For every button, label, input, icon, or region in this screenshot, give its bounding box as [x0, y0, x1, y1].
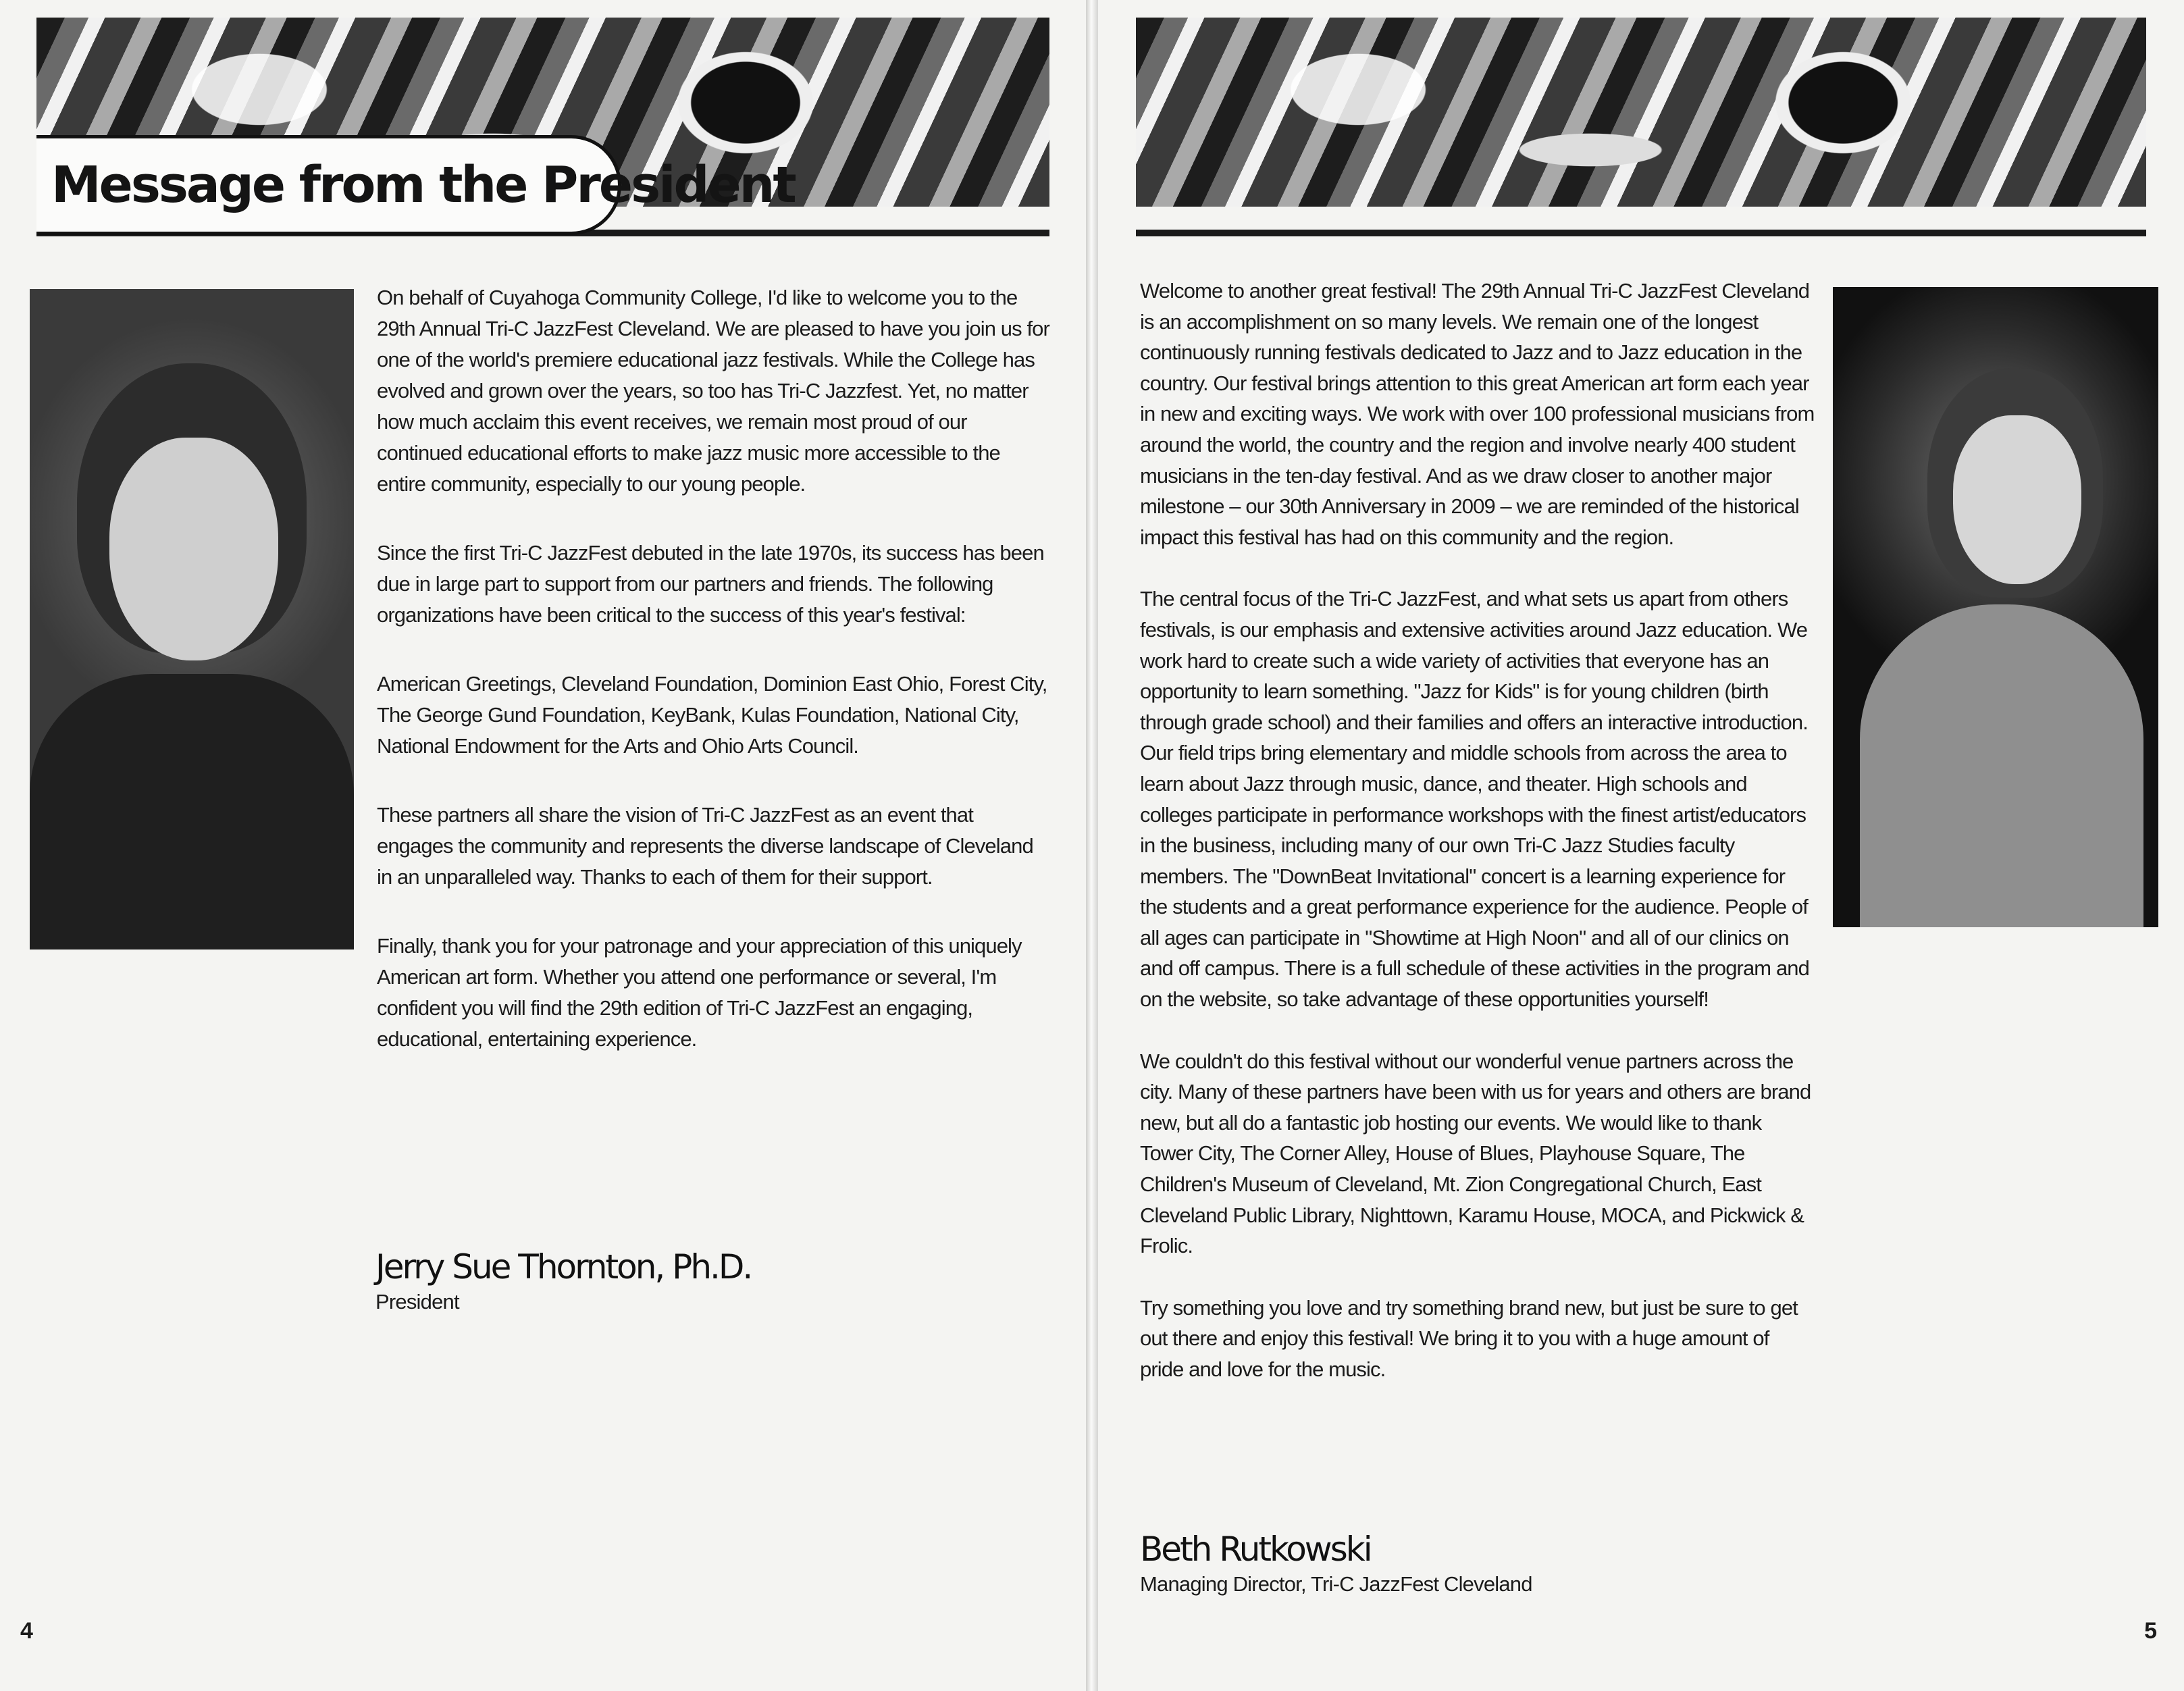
page-title: Message from the President: [51, 156, 795, 214]
signature-title: President: [375, 1290, 459, 1313]
paragraph: Try something you love and try something brand new, but just be sure to get out there and enjoy this festival! We bring it to you with a huge amount of pride and love for the music.: [1140, 1295, 1798, 1381]
jazz-artwork-banner: [1136, 18, 2146, 207]
president-portrait-photo: [30, 289, 354, 949]
signature-block: [375, 1247, 751, 1317]
left-page: [0, 0, 1086, 1691]
paragraph: These partners all share the vision of Tri-C JazzFest as an event that engages the community and represents the diverse landscape of Cleveland in an unparalleled way. Thanks to each of them for their support.: [377, 803, 1033, 889]
header-rule: [1136, 230, 2146, 236]
paragraph: Welcome to another great festival! The 29th Annual Tri-C JazzFest Cleveland is an accomplishment on so many levels. We remain one of the longest continuously running festivals dedicated to Jazz and to Jazz education in the country. Our festival brings attention to this great American art form each year in new and exciting ways. We work with over 100 professional musicians from around the world, the country and the region and involve nearly 400 student musicians in the ten-day festival. And as we draw closer to another major milestone – our 30th Anniversary in 2009 – we are reminded of the historical impact this festival has had on this community and the region.: [1140, 279, 1815, 549]
paragraph: Since the first Tri-C JazzFest debuted in the late 1970s, its success has been due in large part to support from our partners and friends. The following organizations have been critical to the success of this year's festival:: [377, 541, 1044, 627]
page-number: 4: [20, 1618, 33, 1644]
president-message-body: [377, 282, 1052, 1093]
director-portrait-photo: [1833, 287, 2158, 927]
paragraph: Finally, thank you for your patronage and your appreciation of this uniquely American art form. Whether you attend one performance or several, I'm confident you will find the 29th edition of Tri-C JazzFest an engaging, educational, entertaining experience.: [377, 934, 1022, 1051]
paragraph: On behalf of Cuyahoga Community College, I'd like to welcome you to the 29th Annual Tri-C JazzFest Cleveland. We are pleased to have you join us for one of the world's premiere educational jazz festivals. While the College has evolved and grown over the years, so too has Tri-C Jazzfest. Yet, no matter how much acclaim this event receives, we remain most proud of our continued educational efforts to make jazz music more accessible to the entire community, especially to our young people.: [377, 286, 1049, 496]
signature-name: Beth Rutkowski: [1140, 1530, 1371, 1569]
title-tab: [36, 135, 795, 235]
page-number: 5: [2144, 1618, 2157, 1644]
signature-name: Jerry Sue Thornton, Ph.D.: [375, 1247, 752, 1286]
director-message-body: [1140, 276, 1815, 1416]
book-gutter: [1086, 0, 1098, 1691]
paragraph: We couldn't do this festival without our wonderful venue partners across the city. Many of these partners have been with us for years and others are brand new, but all do a fantastic job hosting our events. We would like to thank Tower City, The Corner Alley, House of Blues, Playhouse Square, The Children's Museum of Cleveland, Mt. Zion Congregational Church, East Cleveland Public Library, Nighttown, Karamu House, MOCA, and Pickwick & Frolic.: [1140, 1049, 1811, 1258]
paragraph: The central focus of the Tri-C JazzFest, and what sets us apart from others festivals, is our emphasis and extensive activities around Jazz education. We work hard to create such a wide variety of activities that everyone has an opportunity to learn something. "Jazz for Kids" is for young children (birth through grade school) and their families and offers an interactive introduction. Our field trips bring elementary and middle schools from across the area to learn about Jazz through music, dance, and theater. High schools and colleges participate in performance workshops with the finest artist/educators in the business, including many of our own Tri-C Jazz Studies faculty members. The "DownBeat Invitational" concert is a learning experience for the students and a great performance experience for the audience. People of all ages can participate in "Showtime at High Noon" and all of our clinics on and off campus. There is a full schedule of these activities in the program and on the website, so take advantage of these opportunities yourself!: [1140, 587, 1809, 1012]
signature-title: Managing Director, Tri-C JazzFest Cleveland: [1140, 1572, 1532, 1596]
paragraph: American Greetings, Cleveland Foundation, Dominion East Ohio, Forest City, The George Gund Foundation, KeyBank, Kulas Foundation, National City, National Endowment for the Arts and Ohio Arts Council.: [377, 672, 1047, 758]
signature-block: [1140, 1529, 1532, 1599]
right-page: [1098, 0, 2184, 1691]
